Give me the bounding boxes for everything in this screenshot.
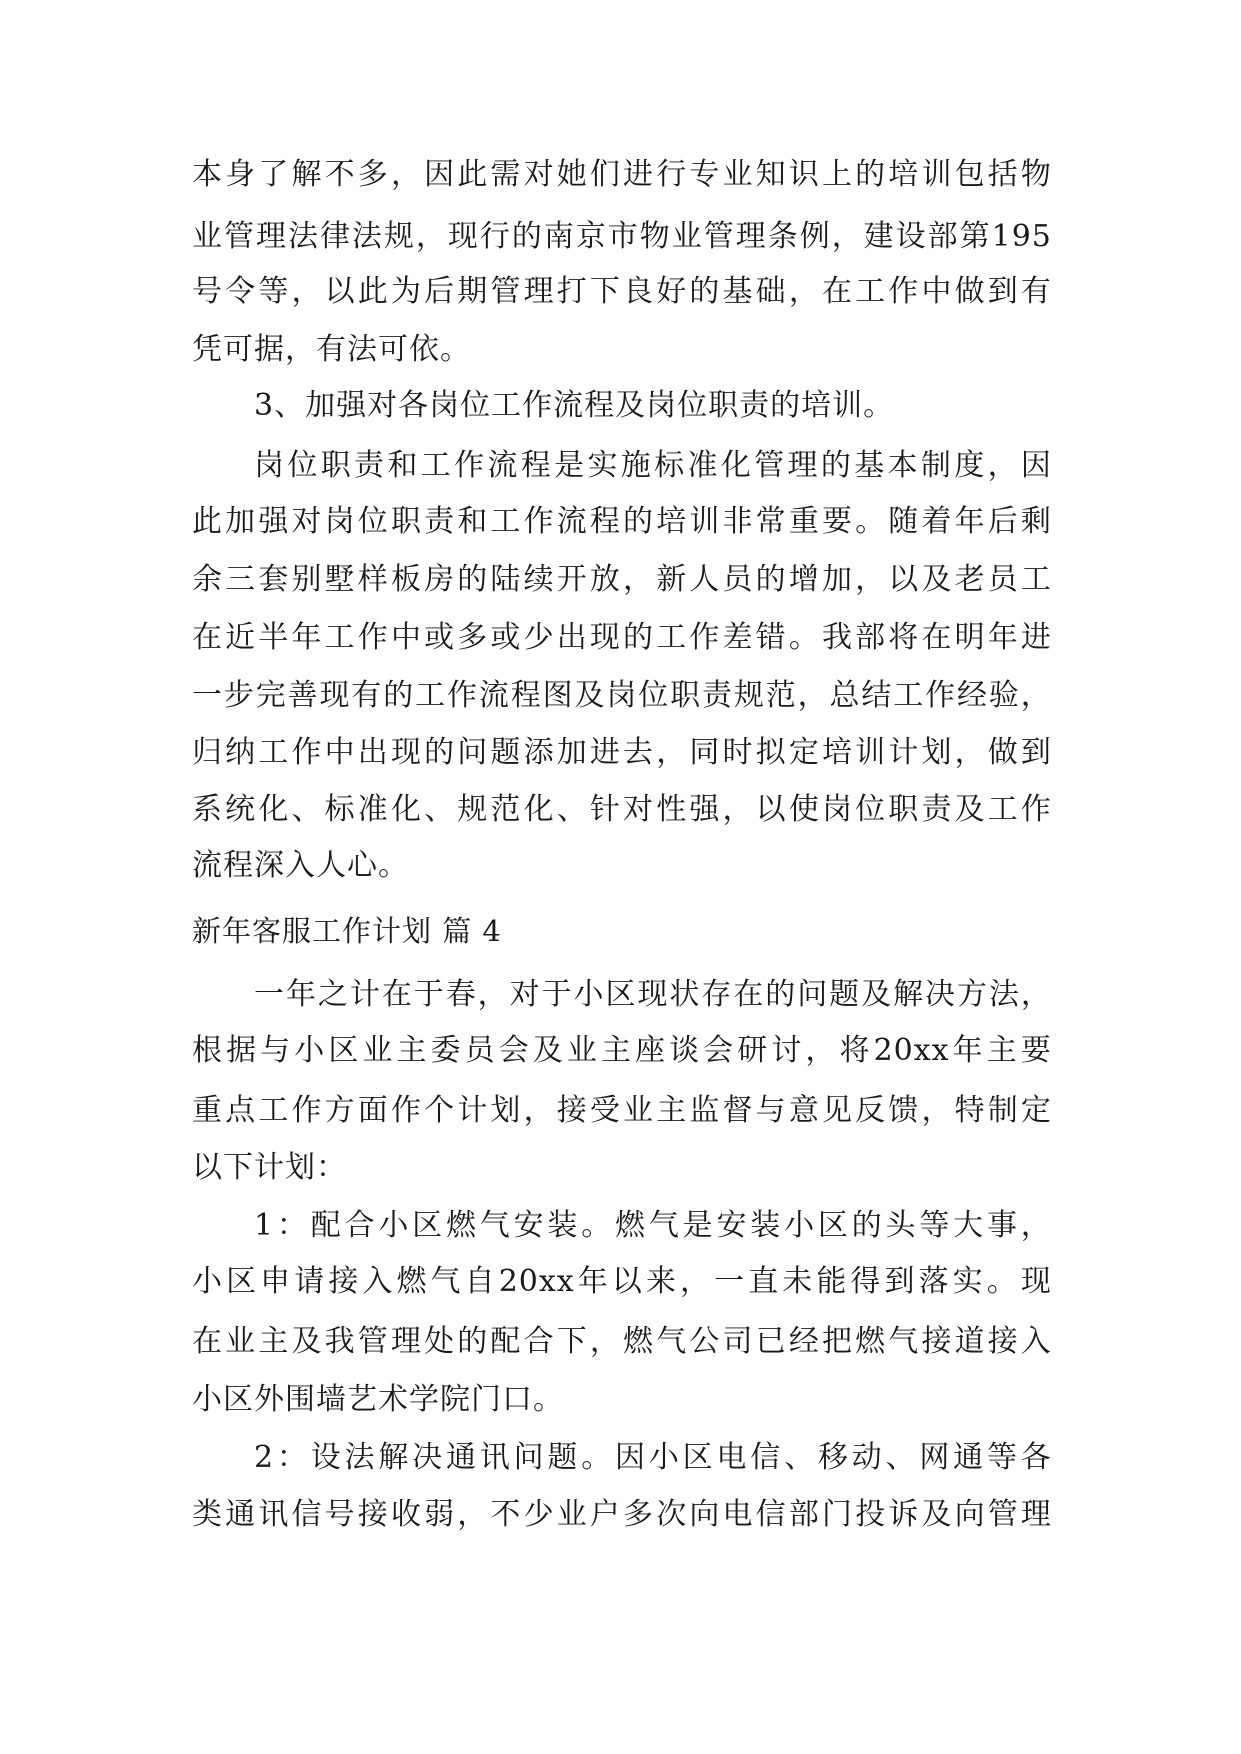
text-line: 业 管 理 法 律 法 规 ， 现 行 的 南 京 市 物 业 管 理 条 例 ， 建 设 部 第 195 — [192, 219, 1052, 254]
text-line: 凭可据，有法可依。 — [192, 332, 471, 367]
text-line: 号 令 等 ， 以 此 为 后 期 管 理 打 下 良 好 的 基 础 ， 在 工 作 中 做 到 有 — [192, 274, 1052, 309]
section-heading: 新年客服工作计划 篇 4 — [192, 914, 502, 948]
text-line: 重 点 工 作 方 面 作 个 计 划 ， 接 受 业 主 监 督 与 意 见 反 馈 ， 特 制 定 — [192, 1093, 1052, 1128]
text-line: 2 ： 设 法 解 决 通 讯 问 题 。 因 小 区 电 信 、 移 动 、 网 通 等 各 — [254, 1440, 1052, 1475]
text-line: 根 据 与 小 区 业 主 委 员 会 及 业 主 座 谈 会 研 讨 ， 将 20xx 年 主 要 — [192, 1033, 1052, 1068]
text-line: 此 加 强 对 岗 位 职 责 和 工 作 流 程 的 培 训 非 常 重 要 。 随 着 年 后 剩 — [192, 504, 1052, 539]
list-item-heading: 3、加强对各岗位工作流程及岗位职责的培训。 — [254, 388, 895, 423]
text-line: 本 身 了 解 不 多 ， 因 此 需 对 她 们 进 行 专 业 知 识 上 的 培 训 包 括 物 — [192, 157, 1052, 192]
text-line: 余 三 套 别 墅 样 板 房 的 陆 续 开 放 ， 新 人 员 的 增 加 ， 以 及 老 员 工 — [192, 562, 1052, 597]
text-line: 系 统 化 、 标 准 化 、 规 范 化 、 针 对 性 强 ， 以 使 岗 位 职 责 及 工 作 — [192, 792, 1052, 827]
text-line: 以下计划： — [192, 1150, 347, 1185]
text-line: 归 纳 工 作 中 出 现 的 问 题 添 加 进 去 ， 同 时 拟 定 培 训 计 划 ， 做 到 — [192, 735, 1052, 770]
text-line: 1 ： 配 合 小 区 燃 气 安 装 。 燃 气 是 安 装 小 区 的 头 等 大 事 ， — [254, 1208, 1052, 1243]
text-line: 小 区 申 请 接 入 燃 气 自 20xx 年 以 来 ， 一 直 未 能 得 到 落 实 。 现 — [192, 1264, 1052, 1299]
text-line: 一 年 之 计 在 于 春 ， 对 于 小 区 现 状 存 在 的 问 题 及 解 决 方 法 ， — [254, 977, 1052, 1012]
text-line: 岗 位 职 责 和 工 作 流 程 是 实 施 标 准 化 管 理 的 基 本 制 度 ， 因 — [254, 448, 1052, 483]
text-line: 小区外围墙艺术学院门口。 — [192, 1382, 564, 1417]
text-line: 在 业 主 及 我 管 理 处 的 配 合 下 ， 燃 气 公 司 已 经 把 燃 气 接 道 接 入 — [192, 1324, 1052, 1359]
text-line: 流程深入人心。 — [192, 848, 409, 883]
text-line: 在 近 半 年 工 作 中 或 多 或 少 出 现 的 工 作 差 错 。 我 部 将 在 明 年 进 — [192, 620, 1052, 655]
text-line: 一 步 完 善 现 有 的 工 作 流 程 图 及 岗 位 职 责 规 范 ， 总 结 工 作 经 验 ， — [192, 678, 1052, 713]
text-line: 类 通 讯 信 号 接 收 弱 ， 不 少 业 户 多 次 向 电 信 部 门 投 诉 及 向 管 理 — [192, 1497, 1052, 1532]
